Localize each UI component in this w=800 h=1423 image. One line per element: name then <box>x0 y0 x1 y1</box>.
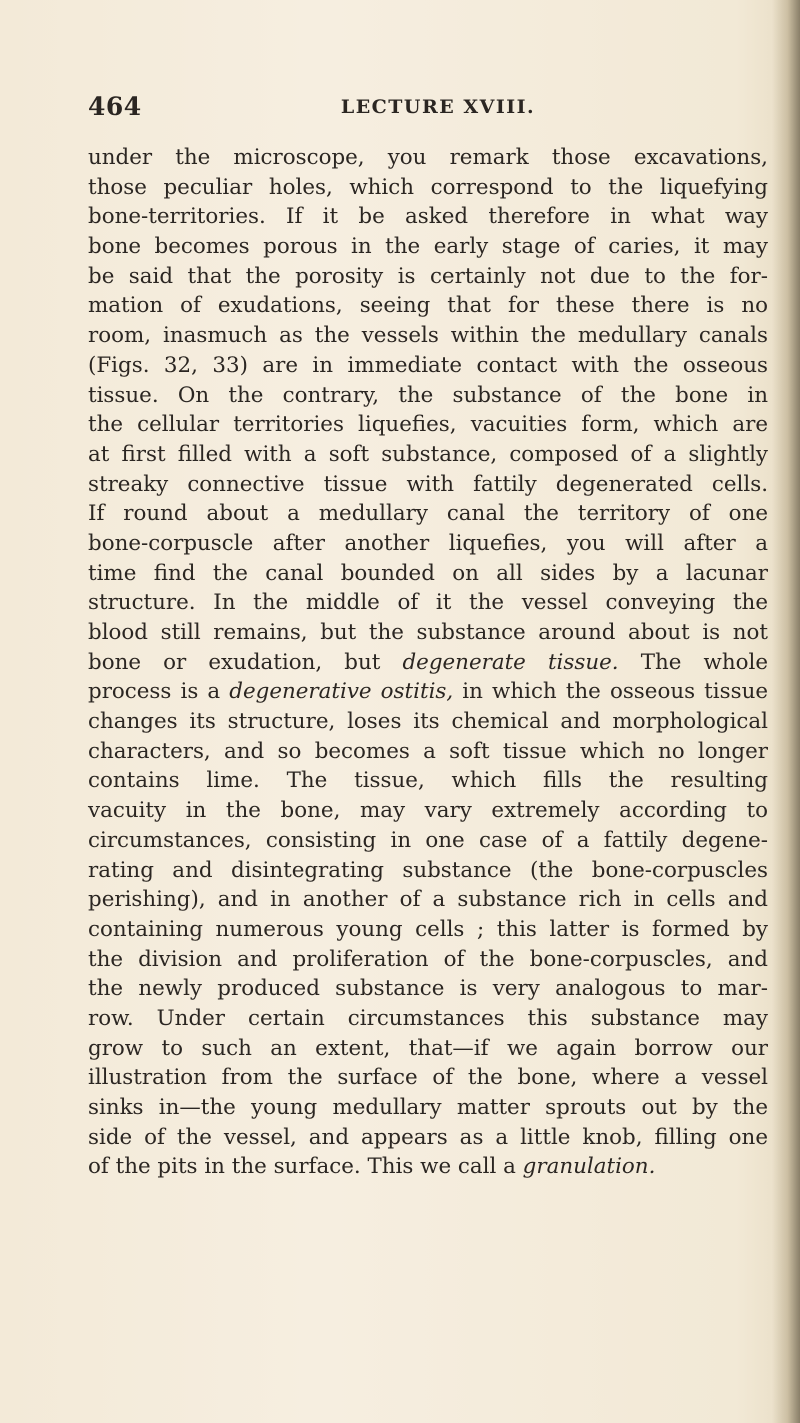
text-line <box>88 766 768 796</box>
text-line <box>88 291 768 321</box>
text-line <box>88 648 768 678</box>
text-line <box>88 440 768 470</box>
text-line <box>88 945 768 975</box>
text-segment: changes its structure, loses its chemical and morphological <box>88 709 768 735</box>
text-segment: perishing), and in another of a substance rich in cells and <box>88 887 768 913</box>
text-segment: rating and disintegrating substance (the bone-corpuscles <box>88 857 768 883</box>
text-segment: the cellular territories liquefies, vacuities form, which are <box>88 412 768 438</box>
text-line <box>88 1034 768 1064</box>
body-text <box>88 143 768 1182</box>
text-segment: The whole <box>618 649 768 675</box>
text-segment: the division and proliferation of the bone-corpuscles, and <box>88 946 768 972</box>
text-line <box>88 410 768 440</box>
text-segment: bone or exudation, but <box>88 649 403 675</box>
text-line <box>88 915 768 945</box>
text-segment: vacuity in the bone, may vary extremely according to <box>88 798 768 824</box>
text-segment: those peculiar holes, which correspond to the liquefying <box>88 174 768 200</box>
text-line <box>88 588 768 618</box>
text-segment: bone-corpuscle after another liquefies, you will after a <box>88 530 768 556</box>
text-line <box>88 232 768 262</box>
text-line <box>88 351 768 381</box>
page-number: 464 <box>88 92 142 121</box>
text-line <box>88 143 768 173</box>
text-segment: contains lime. The tissue, which fills the resulting <box>88 768 768 794</box>
text-segment: (Figs. 32, 33) are in immediate contact with the osseous <box>88 352 768 378</box>
text-line <box>88 796 768 826</box>
text-line <box>88 529 768 559</box>
text-line <box>88 262 768 292</box>
text-line <box>88 618 768 648</box>
text-segment: sinks in—the young medullary matter sprouts out by the <box>88 1095 768 1120</box>
page-header <box>88 92 768 126</box>
text-line <box>88 470 768 500</box>
text-line <box>88 1093 768 1123</box>
text-line <box>88 381 768 411</box>
italic-term: granulation. <box>522 1154 656 1180</box>
text-segment: be said that the porosity is certainly not due to the for- <box>88 263 768 289</box>
text-segment: illustration from the surface of the bone, where a vessel <box>88 1065 768 1091</box>
text-segment: room, inasmuch as the vessels within the medullary canals <box>88 323 768 349</box>
text-segment: of the pits in the surface. This we call a <box>88 1154 523 1180</box>
text-line <box>88 173 768 203</box>
text-segment: characters, and so becomes a soft tissue which no longer <box>88 738 768 764</box>
italic-term: degenerate tissue. <box>402 649 619 675</box>
text-line <box>88 202 768 232</box>
text-segment: the newly produced substance is very analogous to mar- <box>88 976 768 1002</box>
text-line <box>88 321 768 351</box>
text-segment: process is a <box>88 679 230 705</box>
text-line <box>88 737 768 767</box>
text-segment: row. Under certain circumstances this substance may <box>88 1005 768 1031</box>
text-segment: at first filled with a soft substance, composed of a slightly <box>88 441 768 467</box>
running-head: LECTURE XVIII. <box>340 96 536 118</box>
text-line <box>88 1152 768 1182</box>
text-segment: circumstances, consisting in one case of a fattily degene- <box>88 827 768 853</box>
page-edge-shadow <box>772 0 800 1423</box>
text-line <box>88 677 768 707</box>
text-segment: tissue. On the contrary, the substance of the bone in <box>88 382 768 408</box>
text-segment: under the microscope, you remark those excavations, <box>88 145 768 170</box>
text-segment: structure. In the middle of it the vessel conveying the <box>88 590 768 616</box>
text-segment: bone-territories. If it be asked therefore in what way <box>88 204 768 230</box>
text-line <box>88 707 768 737</box>
text-line <box>88 559 768 589</box>
text-segment: If round about a medullary canal the territory of one <box>88 501 768 527</box>
text-line <box>88 499 768 529</box>
text-line <box>88 1123 768 1153</box>
text-line <box>88 885 768 915</box>
text-line <box>88 826 768 856</box>
text-segment: blood still remains, but the substance around about is not <box>88 620 768 645</box>
text-segment: in which the osseous tissue <box>453 679 769 705</box>
text-segment: grow to such an extent, that—if we again borrow our <box>88 1035 768 1061</box>
italic-term: degenerative ostitis, <box>229 679 454 705</box>
text-line <box>88 1063 768 1093</box>
text-segment: time find the canal bounded on all sides by a lacunar <box>88 560 768 586</box>
text-segment: mation of exudations, seeing that for these there is no <box>88 293 768 319</box>
text-line <box>88 974 768 1004</box>
text-segment: streaky connective tissue with fattily degenerated cells. <box>88 471 768 497</box>
text-segment: side of the vessel, and appears as a little knob, filling one <box>88 1124 768 1150</box>
text-line <box>88 856 768 886</box>
text-segment: containing numerous young cells ; this latter is formed by <box>88 916 768 942</box>
text-segment: bone becomes porous in the early stage of caries, it may <box>88 234 768 260</box>
text-line <box>88 1004 768 1034</box>
